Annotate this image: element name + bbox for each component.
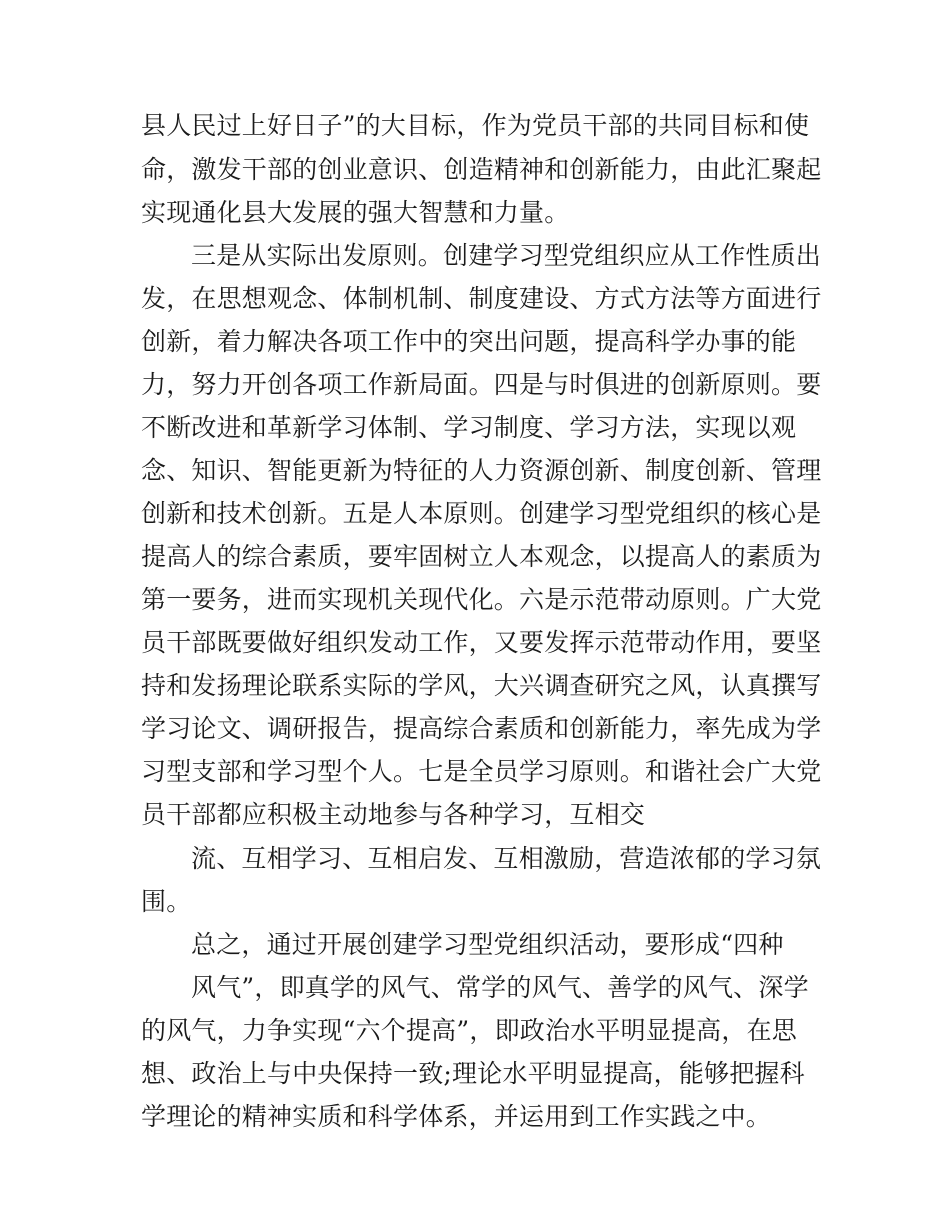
text-line: 围。 [141,887,192,916]
text-line: 力，努力开创各项工作新局面。四是与时俱进的创新原则。要 [141,370,822,399]
text-line: 的风气，力争实现“六个提高”，即政治水平明显提高，在思 [141,1016,797,1045]
text-line: 第一要务，进而实现机关现代化。六是示范带动原则。广大党 [141,585,822,614]
text-line: 不断改进和革新学习体制、学习制度、学习方法，实现以观 [141,413,797,442]
paragraph-start-line: 风气”，即真学的风气、常学的风气、善学的风气、深学 [191,973,809,1002]
text-line: 实现通化县大发展的强大智慧和力量。 [141,198,570,227]
text-line: 想、政治上与中央保持一致;理论水平明显提高，能够把握科 [141,1059,805,1088]
paragraph-start-line: 三是从实际出发原则。创建学习型党组织应从工作性质出 [191,241,822,270]
text-line: 县人民过上好日子”的大目标，作为党员干部的共同目标和使 [141,111,810,140]
paragraph-start-line: 流、互相学习、互相启发、互相激励，营造浓郁的学习氛 [191,844,822,873]
text-line: 习型支部和学习型个人。七是全员学习原则。和谐社会广大党 [141,757,822,786]
text-line: 提高人的综合素质，要牢固树立人本观念，以提高人的素质为 [141,542,822,571]
text-line: 创新和技术创新。五是人本原则。创建学习型党组织的核心是 [141,499,822,528]
text-line: 学习论文、调研报告，提高综合素质和创新能力，率先成为学 [141,714,822,743]
text-line: 命，激发干部的创业意识、创造精神和创新能力，由此汇聚起 [141,155,822,184]
text-line: 持和发扬理论联系实际的学风，大兴调查研究之风，认真撰写 [141,671,822,700]
paragraph-start-line: 总之，通过开展创建学习型党组织活动，要形成“四种 [191,930,784,959]
text-line: 员干部既要做好组织发动工作，又要发挥示范带动作用，要坚 [141,628,822,657]
text-line: 员干部都应积极主动地参与各种学习，互相交 [141,800,646,829]
text-line: 创新，着力解决各项工作中的突出问题，提高科学办事的能 [141,327,797,356]
text-line: 学理论的精神实质和科学体系，并运用到工作实践之中。 [141,1102,772,1131]
text-line: 发，在思想观念、体制机制、制度建设、方式方法等方面进行 [141,284,822,313]
text-line: 念、知识、智能更新为特征的人力资源创新、制度创新、管理 [141,456,822,485]
